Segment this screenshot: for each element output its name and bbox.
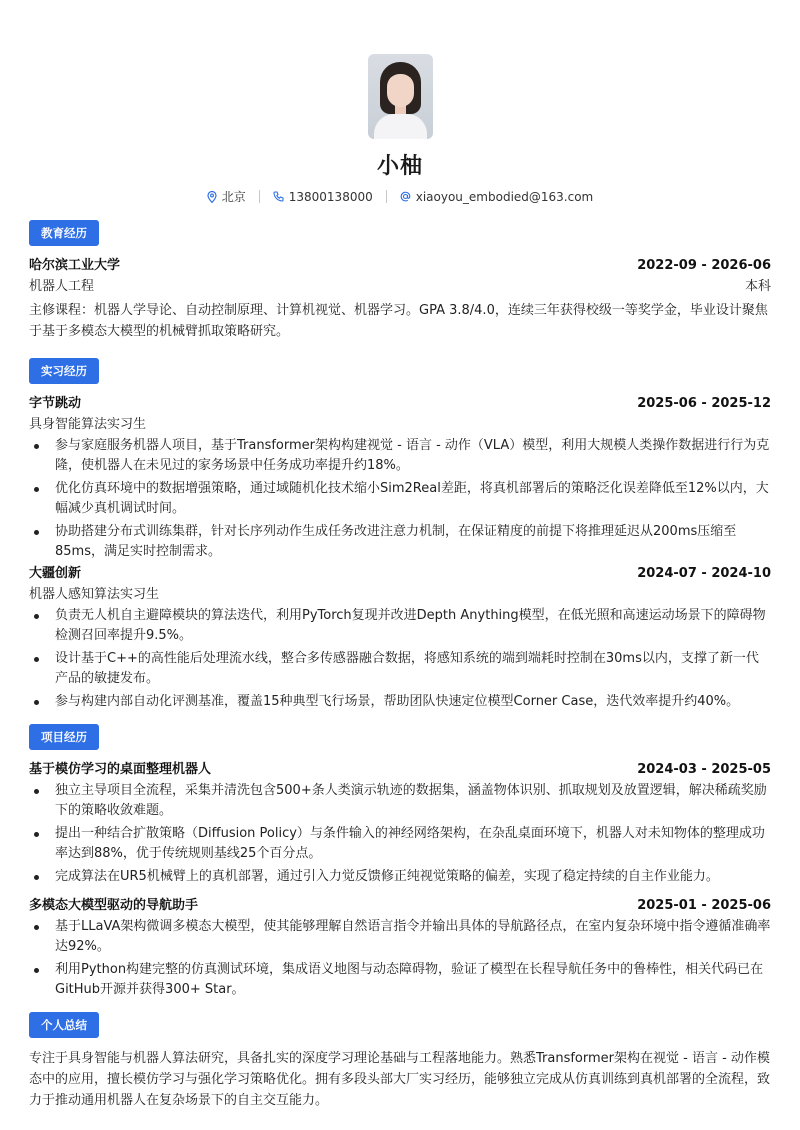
project-bullet: 利用Python构建完整的仿真测试环境，集成语义地图与动态障碍物，验证了模型在长程导航任务中的鲁棒性，相关代码已在GitHub开源并获得300+ Star。 [29, 960, 771, 1000]
education-description: 主修课程：机器人学导论、自动控制原理、计算机视觉、机器学习。GPA 3.8/4.0，连续三年获得校级一等奖学金，毕业设计聚焦于基于多模态大模型的机械臂抓取策略研究。 [29, 303, 768, 339]
job-bullet: 参与构建内部自动化评测基准，覆盖15种典型飞行场景，帮助团队快速定位模型Corner Case，迭代效率提升约40%。 [29, 692, 771, 712]
education-title: 教育经历 [29, 220, 99, 246]
project-entry [29, 758, 771, 887]
contact-phone [273, 190, 373, 204]
education-section [29, 220, 771, 342]
project-name: 多模态大模型驱动的导航助手 [29, 898, 199, 913]
job-bullet: 优化仿真环境中的数据增强策略，通过域随机化技术缩小Sim2Real差距，将真机部署后的策略泛化误差降低至12%以内，大幅减少真机调试时间。 [29, 479, 771, 519]
degree: 本科 [744, 279, 771, 294]
job-company: 大疆创新 [29, 566, 82, 581]
projects-section [29, 724, 771, 895]
internship-section [29, 358, 771, 570]
job-entry-2 [29, 562, 771, 715]
project-bullet: 独立主导项目全流程，采集并清洗包含500+条人类演示轨迹的数据集，涵盖物体识别、抓取规划及放置逻辑，解决稀疏奖励下的策略收敛难题。 [29, 781, 771, 821]
school-name: 哈尔滨工业大学 [29, 258, 121, 273]
job-bullet: 设计基于C++的高性能后处理流水线，整合多传感器融合数据，将感知系统的端到端耗时控制在30ms以内，支撑了新一代产品的敏捷发布。 [29, 649, 771, 689]
job-bullet: 参与家庭服务机器人项目，基于Transformer架构构建视觉 - 语言 - 动作（VLA）模型，利用大规模人类操作数据进行行为克隆，使机器人在未见过的家务场景中任务成功率提升约18%。 [29, 436, 771, 476]
job-entry [29, 392, 771, 562]
phone-icon [273, 191, 284, 202]
contact-info [29, 188, 771, 205]
summary-text: 专注于具身智能与机器人算法研究，具备扎实的深度学习理论基础与工程落地能力。熟悉Transformer架构在视觉 - 语言 - 动作模态中的应用，擅长模仿学习与强化学习策略优化。拥有多段头部大厂实习经历，能够独立完成从仿真训练到真机部署的全流程，致力于推动通用机器人在复杂场景下的自主交互能力。 [29, 1051, 771, 1108]
candidate-name: 小柚 [376, 154, 423, 179]
projects-title: 项目经历 [29, 724, 99, 750]
project-bullet: 提出一种结合扩散策略（Diffusion Policy）与条件输入的神经网络架构，在杂乱桌面环境下，机器人对未知物体的整理成功率达到88%，优于传统规则基线25个百分点。 [29, 824, 771, 864]
contact-city [207, 188, 246, 205]
major: 机器人工程 [29, 279, 95, 294]
profile-photo [368, 54, 433, 139]
phone-text: 13800138000 [288, 189, 373, 204]
internship-title: 实习经历 [29, 358, 99, 384]
job-dates: 2024-07 - 2024-10 [637, 566, 771, 581]
job-bullet: 负责无人机自主避障模块的算法迭代，利用PyTorch复现并改进Depth Anything模型，在低光照和高速运动场景下的障碍物检测召回率提升9.5%。 [29, 606, 771, 646]
summary-section [29, 1012, 771, 1111]
job-company: 字节跳动 [29, 396, 82, 411]
job-bullet: 协助搭建分布式训练集群，针对长序列动作生成任务改进注意力机制，在保证精度的前提下将推理延迟从200ms压缩至85ms，满足实时控制需求。 [29, 522, 771, 562]
job-role: 具身智能算法实习生 [29, 417, 147, 432]
resume-header [29, 0, 771, 205]
job-dates: 2025-06 - 2025-12 [637, 396, 771, 411]
email-text: xiaoyou_embodied@163.com [415, 189, 594, 204]
project-entry-2 [29, 894, 771, 1003]
city-text: 北京 [221, 190, 246, 204]
project-dates: 2024-03 - 2025-05 [637, 762, 771, 777]
location-icon [207, 191, 217, 203]
project-dates: 2025-01 - 2025-06 [637, 898, 771, 913]
project-name: 基于模仿学习的桌面整理机器人 [29, 762, 212, 777]
project-bullet: 基于LLaVA架构微调多模态大模型，使其能够理解自然语言指令并输出具体的导航路径点，在室内复杂环境中指令遵循准确率达92%。 [29, 917, 771, 957]
education-dates: 2022-09 - 2026-06 [637, 258, 771, 273]
project-bullet: 完成算法在UR5机械臂上的真机部署，通过引入力觉反馈修正纯视觉策略的偏差，实现了稳定持续的自主作业能力。 [29, 867, 771, 887]
job-role: 机器人感知算法实习生 [29, 587, 160, 602]
email-icon [400, 191, 411, 202]
summary-title: 个人总结 [29, 1012, 99, 1038]
contact-email [400, 190, 594, 204]
